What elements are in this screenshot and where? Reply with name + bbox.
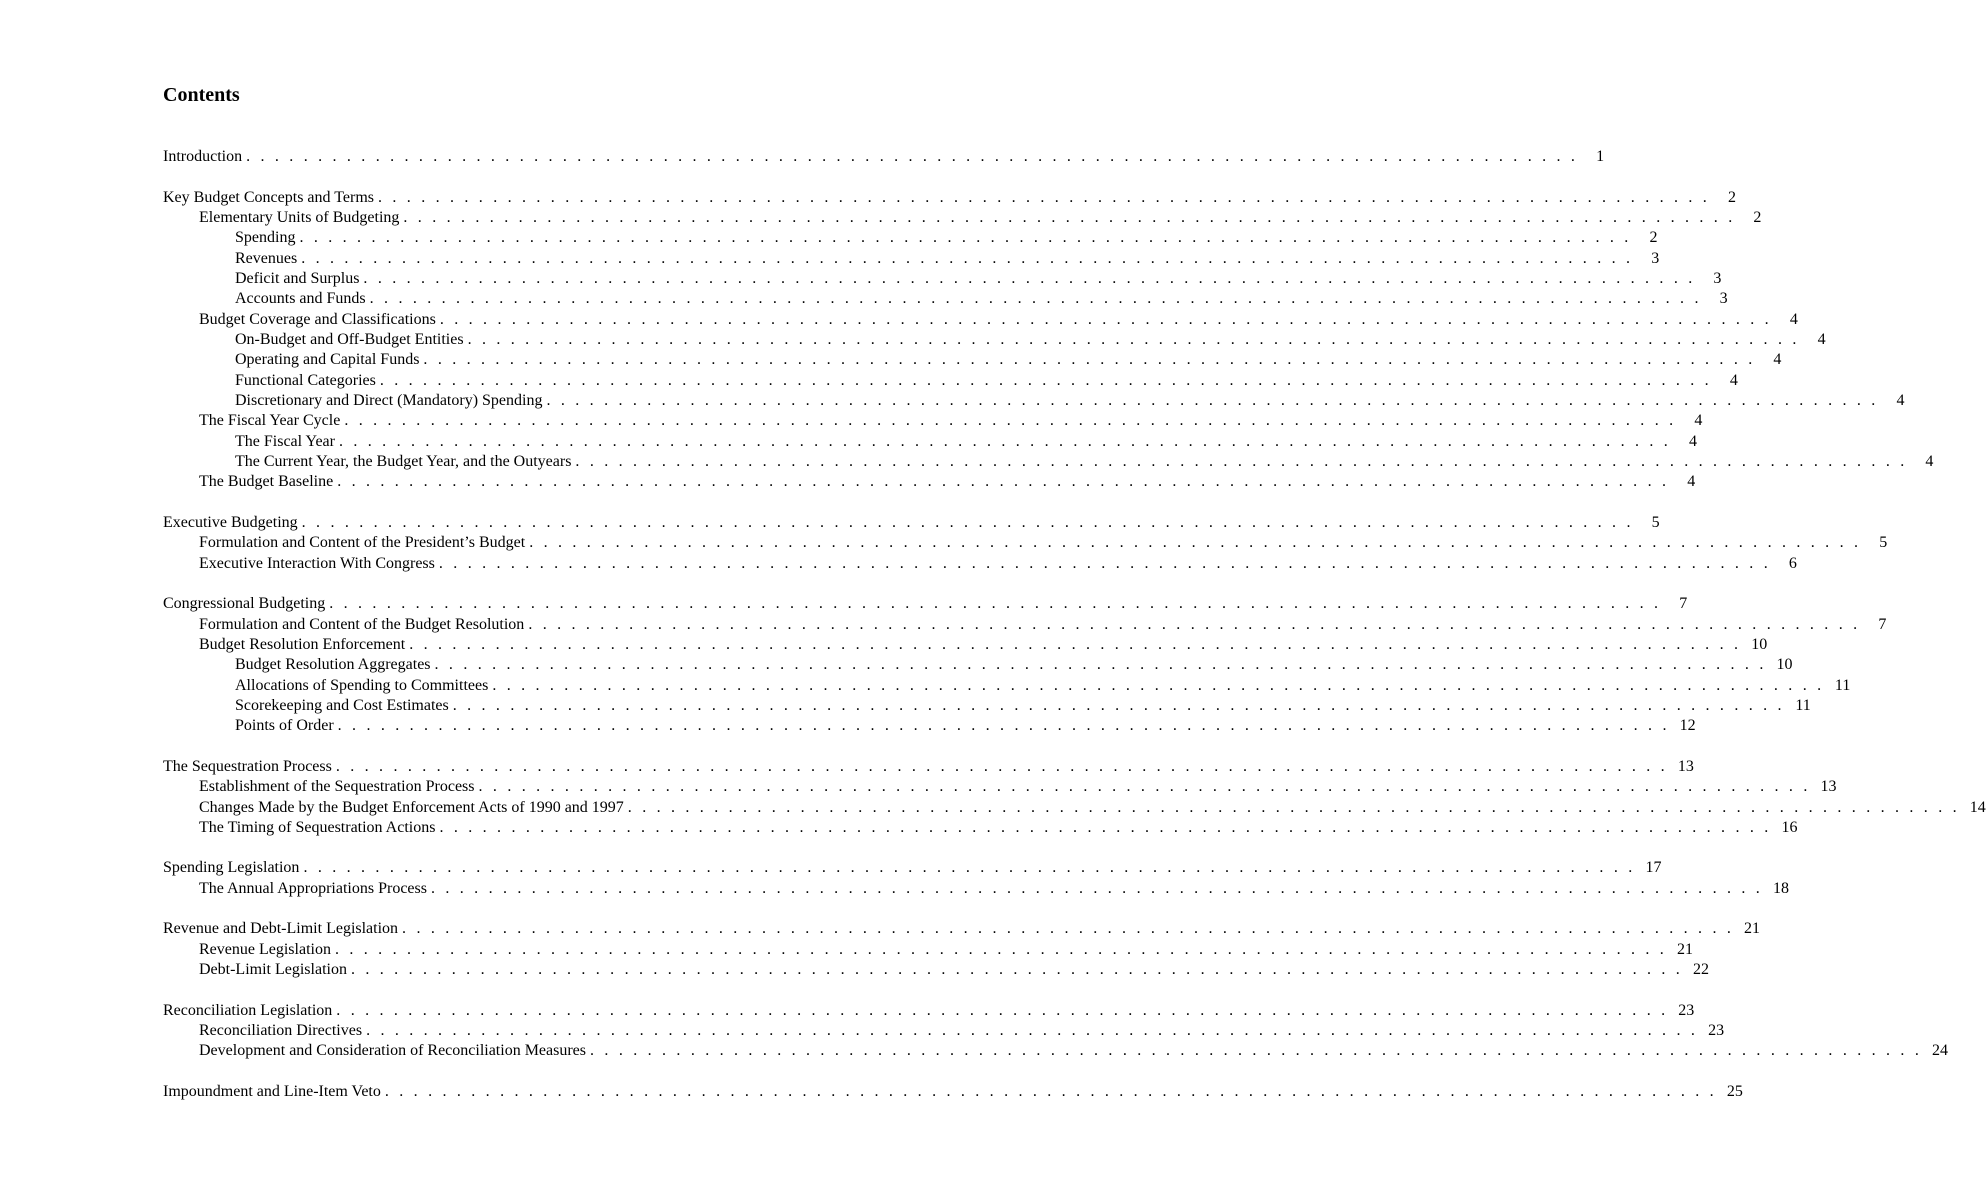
dot-leader: . . . . . . . . . . . . . . . . . . . . . . . . . . . . . . . . . . . . . . . . . . . . . . . . . . . . . . . . . . . . . . . . . . . . . . . . . . . . . . . . . . . . . . . . . . . . . [434,656,1767,674]
toc-entry-page-number: 18 [1772,879,1789,897]
toc-entry-page-number: 4 [1688,432,1697,450]
toc-entry-page-number: 2 [1728,188,1736,206]
toc-entry[interactable] [163,716,1696,736]
dot-leader: . . . . . . . . . . . . . . . . . . . . . . . . . . . . . . . . . . . . . . . . . . . . . . . . . . . . . . . . . . . . . . . . . . . . . . . . . . . . . . . . . . . . . . . . . . . . . [546,391,1879,409]
toc-entry[interactable] [163,919,1761,939]
toc-entry-page-number: 11 [1795,696,1811,714]
toc-entry-label: On-Budget and Off-Budget Entities [235,330,464,348]
dot-leader: . . . . . . . . . . . . . . . . . . . . . . . . . . . . . . . . . . . . . . . . . . . . . . . . . . . . . . . . . . . . . . . . . . . . . . . . . . . . . . . . . . . . . . . . . . . . . [336,1001,1669,1019]
page-title: Contents [163,84,240,106]
toc-entry-label: Spending Legislation [163,859,300,877]
toc-entry[interactable] [163,798,1986,818]
toc-entry-label: Formulation and Content of the Budget Resolution [199,615,525,633]
toc-entry[interactable] [163,858,1662,878]
toc-entry-page-number: 23 [1708,1022,1725,1040]
toc-entry-page-number: 4 [1896,391,1905,409]
toc-entry-label: Executive Budgeting [163,513,298,531]
toc-entry-label: Budget Resolution Enforcement [199,635,406,653]
toc-entry[interactable] [163,554,1797,574]
toc-entry[interactable] [163,147,1605,167]
toc-entry[interactable] [163,269,1722,289]
toc-entry-page-number: 6 [1788,554,1797,572]
toc-entry-page-number: 2 [1753,208,1762,226]
toc-entry[interactable] [163,533,1888,553]
toc-entry[interactable] [163,452,1934,472]
toc-entry[interactable] [163,228,1658,248]
toc-entry[interactable] [163,289,1728,309]
toc-entry[interactable] [163,411,1703,431]
toc-entry-label: Allocations of Spending to Committees [235,676,489,694]
toc-entry[interactable] [163,391,1905,411]
table-of-contents [163,147,1986,1102]
toc-entry-label: Changes Made by the Budget Enforcement Acts of 1990 and 1997 [199,798,624,816]
dot-leader: . . . . . . . . . . . . . . . . . . . . . . . . . . . . . . . . . . . . . . . . . . . . . . . . . . . . . . . . . . . . . . . . . . . . . . . . . . . . . . . . . . . . . . . . . . . . . [301,513,1634,531]
toc-entry-label: Establishment of the Sequestration Process [199,778,475,796]
dot-leader: . . . . . . . . . . . . . . . . . . . . . . . . . . . . . . . . . . . . . . . . . . . . . . . . . . . . . . . . . . . . . . . . . . . . . . . . . . . . . . . . . . . . . . . . . . . . . [350,961,1683,979]
dot-leader: . . . . . . . . . . . . . . . . . . . . . . . . . . . . . . . . . . . . . . . . . . . . . . . . . . . . . . . . . . . . . . . . . . . . . . . . . . . . . . . . . . . . . . . . . . . . . [439,310,1772,328]
toc-entry[interactable] [163,879,1789,899]
toc-entry-page-number: 22 [1692,961,1709,979]
toc-entry-label: Operating and Capital Funds [235,351,420,369]
toc-entry[interactable] [163,615,1887,635]
toc-entry[interactable] [163,513,1660,533]
toc-entry-label: Revenue Legislation [199,940,331,958]
dot-leader: . . . . . . . . . . . . . . . . . . . . . . . . . . . . . . . . . . . . . . . . . . . . . . . . . . . . . . . . . . . . . . . . . . . . . . . . . . . . . . . . . . . . . . . . . . . . . [379,371,1712,389]
toc-entry[interactable] [163,676,1851,696]
dot-leader: . . . . . . . . . . . . . . . . . . . . . . . . . . . . . . . . . . . . . . . . . . . . . . . . . . . . . . . . . . . . . . . . . . . . . . . . . . . . . . . . . . . . . . . . . . . . . [438,554,1771,572]
dot-leader: . . . . . . . . . . . . . . . . . . . . . . . . . . . . . . . . . . . . . . . . . . . . . . . . . . . . . . . . . . . . . . . . . . . . . . . . . . . . . . . . . . . . . . . . . . . . . [337,473,1670,491]
dot-leader: . . . . . . . . . . . . . . . . . . . . . . . . . . . . . . . . . . . . . . . . . . . . . . . . . . . . . . . . . . . . . . . . . . . . . . . . . . . . . . . . . . . . . . . . . . . . . [439,818,1772,836]
toc-entry[interactable] [163,1021,1725,1041]
toc-entry-label: The Current Year, the Budget Year, and the Outyears [235,452,572,470]
toc-entry-label: The Sequestration Process [163,757,332,775]
toc-entry-label: Reconciliation Legislation [163,1001,333,1019]
toc-entry-label: Executive Interaction With Congress [199,554,435,572]
dot-leader: . . . . . . . . . . . . . . . . . . . . . . . . . . . . . . . . . . . . . . . . . . . . . . . . . . . . . . . . . . . . . . . . . . . . . . . . . . . . . . . . . . . . . . . . . . . . . [384,1083,1717,1101]
toc-entry-page-number: 10 [1751,635,1768,653]
toc-entry-page-number: 14 [1969,798,1986,816]
dot-leader: . . . . . . . . . . . . . . . . . . . . . . . . . . . . . . . . . . . . . . . . . . . . . . . . . . . . . . . . . . . . . . . . . . . . . . . . . . . . . . . . . . . . . . . . . . . . . [329,595,1662,613]
toc-entry-label: Accounts and Funds [235,290,366,308]
dot-leader: . . . . . . . . . . . . . . . . . . . . . . . . . . . . . . . . . . . . . . . . . . . . . . . . . . . . . . . . . . . . . . . . . . . . . . . . . . . . . . . . . . . . . . . . . . . . . [529,534,1862,552]
dot-leader: . . . . . . . . . . . . . . . . . . . . . . . . . . . . . . . . . . . . . . . . . . . . . . . . . . . . . . . . . . . . . . . . . . . . . . . . . . . . . . . . . . . . . . . . . . . . . [528,615,1861,633]
toc-entry-label: The Annual Appropriations Process [199,879,427,897]
toc-entry[interactable] [163,757,1694,777]
toc-entry-page-number: 1 [1596,148,1605,165]
toc-entry[interactable] [163,635,1768,655]
toc-entry-label: Deficit and Surplus [235,269,360,287]
dot-leader: . . . . . . . . . . . . . . . . . . . . . . . . . . . . . . . . . . . . . . . . . . . . . . . . . . . . . . . . . . . . . . . . . . . . . . . . . . . . . . . . . . . . . . . . . . . . . [366,1022,1699,1040]
toc-entry[interactable] [163,208,1762,228]
toc-entry-page-number: 5 [1651,513,1660,531]
toc-entry-page-number: 10 [1776,656,1793,674]
dot-leader: . . . . . . . . . . . . . . . . . . . . . . . . . . . . . . . . . . . . . . . . . . . . . . . . . . . . . . . . . . . . . . . . . . . . . . . . . . . . . . . . . . . . . . . . . . . . . [402,920,1735,938]
toc-entry-label: The Budget Baseline [199,473,334,491]
toc-entry[interactable] [163,960,1709,980]
toc-entry-label: The Fiscal Year [235,432,335,450]
toc-entry-label: The Timing of Sequestration Actions [199,818,436,836]
dot-leader: . . . . . . . . . . . . . . . . . . . . . . . . . . . . . . . . . . . . . . . . . . . . . . . . . . . . . . . . . . . . . . . . . . . . . . . . . . . . . . . . . . . . . . . . . . . . . [303,859,1636,877]
dot-leader: . . . . . . . . . . . . . . . . . . . . . . . . . . . . . . . . . . . . . . . . . . . . . . . . . . . . . . . . . . . . . . . . . . . . . . . . . . . . . . . . . . . . . . . . . . . . . [478,778,1811,796]
dot-leader: . . . . . . . . . . . . . . . . . . . . . . . . . . . . . . . . . . . . . . . . . . . . . . . . . . . . . . . . . . . . . . . . . . . . . . . . . . . . . . . . . . . . . . . . . . . . . [335,757,1668,775]
toc-entry-page-number: 3 [1719,290,1728,308]
dot-leader: . . . . . . . . . . . . . . . . . . . . . . . . . . . . . . . . . . . . . . . . . . . . . . . . . . . . . . . . . . . . . . . . . . . . . . . . . . . . . . . . . . . . . . . . . . . . . [378,188,1710,206]
toc-entry-label: Development and Consideration of Reconciliation Measures [199,1042,587,1060]
toc-entry-label: The Fiscal Year Cycle [199,412,341,430]
toc-entry-label: Reconciliation Directives [199,1022,363,1040]
toc-entry[interactable] [163,310,1798,330]
toc-entry[interactable] [163,472,1696,492]
dot-leader: . . . . . . . . . . . . . . . . . . . . . . . . . . . . . . . . . . . . . . . . . . . . . . . . . . . . . . . . . . . . . . . . . . . . . . . . . . . . . . . . . . . . . . . . . . . . . [337,717,1670,735]
toc-entry-page-number: 21 [1676,940,1693,958]
toc-entry-page-number: 7 [1679,595,1688,613]
toc-entry[interactable] [163,1041,1949,1061]
dot-leader: . . . . . . . . . . . . . . . . . . . . . . . . . . . . . . . . . . . . . . . . . . . . . . . . . . . . . . . . . . . . . . . . . . . . . . . . . . . . . . . . . . . . . . . . . . . . . [334,940,1667,958]
dot-leader: . . . . . . . . . . . . . . . . . . . . . . . . . . . . . . . . . . . . . . . . . . . . . . . . . . . . . . . . . . . . . . . . . . . . . . . . . . . . . . . . . . . . . . . . . . . . . [299,229,1632,247]
dot-leader: . . . . . . . . . . . . . . . . . . . . . . . . . . . . . . . . . . . . . . . . . . . . . . . . . . . . . . . . . . . . . . . . . . . . . . . . . . . . . . . . . . . . . . . . . . . . . [409,635,1742,653]
toc-entry-page-number: 3 [1651,249,1660,267]
toc-entry-page-number: 13 [1677,757,1694,775]
dot-leader: . . . . . . . . . . . . . . . . . . . . . . . . . . . . . . . . . . . . . . . . . . . . . . . . . . . . . . . . . . . . . . . . . . . . . . . . . . . . . . . . . . . . . . . . . . . . . [344,412,1677,430]
toc-entry-page-number: 24 [1932,1042,1949,1060]
toc-entry-label: Spending [235,229,296,247]
toc-entry-page-number: 12 [1679,717,1696,735]
toc-entry-page-number: 4 [1729,371,1738,389]
toc-entry[interactable] [163,594,1688,614]
toc-entry[interactable] [163,432,1697,452]
dot-leader: . . . . . . . . . . . . . . . . . . . . . . . . . . . . . . . . . . . . . . . . . . . . . . . . . . . . . . . . . . . . . . . . . . . . . . . . . . . . . . . . . . . . . . . . . . . . . [590,1042,1923,1060]
dot-leader: . . . . . . . . . . . . . . . . . . . . . . . . . . . . . . . . . . . . . . . . . . . . . . . . . . . . . . . . . . . . . . . . . . . . . . . . . . . . . . . . . . . . . . . . . . . . . [452,696,1785,714]
toc-entry-page-number: 4 [1773,351,1782,369]
toc-entry[interactable] [163,777,1837,797]
toc-entry-page-number: 2 [1649,229,1658,247]
dot-leader: . . . . . . . . . . . . . . . . . . . . . . . . . . . . . . . . . . . . . . . . . . . . . . . . . . . . . . . . . . . . . . . . . . . . . . . . . . . . . . . . . . . . . . . . . . . . . [301,249,1634,267]
toc-entry-page-number: 17 [1645,859,1662,877]
toc-entry-label: Revenues [235,249,298,267]
toc-entry-page-number: 21 [1744,920,1761,938]
toc-entry-page-number: 4 [1817,330,1826,348]
toc-entry-page-number: 16 [1781,818,1798,836]
dot-leader: . . . . . . . . . . . . . . . . . . . . . . . . . . . . . . . . . . . . . . . . . . . . . . . . . . . . . . . . . . . . . . . . . . . . . . . . . . . . . . . . . . . . . . . . . . . . . [246,148,1579,165]
toc-entry-label: Budget Coverage and Classifications [199,310,436,328]
toc-entry-label: Points of Order [235,717,334,735]
toc-entry-page-number: 11 [1834,676,1851,694]
toc-entry-page-number: 4 [1694,412,1703,430]
toc-entry-page-number: 5 [1879,534,1888,552]
toc-entry-page-number: 13 [1820,778,1837,796]
toc-entry[interactable] [163,1001,1695,1021]
dot-leader: . . . . . . . . . . . . . . . . . . . . . . . . . . . . . . . . . . . . . . . . . . . . . . . . . . . . . . . . . . . . . . . . . . . . . . . . . . . . . . . . . . . . . . . . . . . . . [338,432,1671,450]
dot-leader: . . . . . . . . . . . . . . . . . . . . . . . . . . . . . . . . . . . . . . . . . . . . . . . . . . . . . . . . . . . . . . . . . . . . . . . . . . . . . . . . . . . . . . . . . . . . . [575,452,1908,470]
toc-entry[interactable] [163,330,1826,350]
toc-entry[interactable] [163,818,1798,838]
toc-entry[interactable] [163,371,1738,391]
toc-entry[interactable] [163,188,1736,208]
toc-entry-page-number: 4 [1789,310,1798,328]
toc-entry[interactable] [163,940,1693,960]
toc-entry-label: Congressional Budgeting [163,595,326,613]
toc-entry[interactable] [163,696,1811,716]
dot-leader: . . . . . . . . . . . . . . . . . . . . . . . . . . . . . . . . . . . . . . . . . . . . . . . . . . . . . . . . . . . . . . . . . . . . . . . . . . . . . . . . . . . . . . . . . . . . . [363,269,1696,287]
dot-leader: . . . . . . . . . . . . . . . . . . . . . . . . . . . . . . . . . . . . . . . . . . . . . . . . . . . . . . . . . . . . . . . . . . . . . . . . . . . . . . . . . . . . . . . . . . . . . [369,290,1702,308]
dot-leader: . . . . . . . . . . . . . . . . . . . . . . . . . . . . . . . . . . . . . . . . . . . . . . . . . . . . . . . . . . . . . . . . . . . . . . . . . . . . . . . . . . . . . . . . . . . . . [403,208,1736,226]
toc-entry-label: Budget Resolution Aggregates [235,656,431,674]
dot-leader: . . . . . . . . . . . . . . . . . . . . . . . . . . . . . . . . . . . . . . . . . . . . . . . . . . . . . . . . . . . . . . . . . . . . . . . . . . . . . . . . . . . . . . . . . . . . . [627,798,1960,816]
toc-entry[interactable] [163,249,1660,269]
dot-leader: . . . . . . . . . . . . . . . . . . . . . . . . . . . . . . . . . . . . . . . . . . . . . . . . . . . . . . . . . . . . . . . . . . . . . . . . . . . . . . . . . . . . . . . . . . . . . [423,351,1756,369]
toc-entry-label: Revenue and Debt-Limit Legislation [163,920,399,938]
toc-entry-page-number: 7 [1878,615,1887,633]
dot-leader: . . . . . . . . . . . . . . . . . . . . . . . . . . . . . . . . . . . . . . . . . . . . . . . . . . . . . . . . . . . . . . . . . . . . . . . . . . . . . . . . . . . . . . . . . . . . . [492,676,1825,694]
toc-entry-label: Functional Categories [235,371,376,389]
toc-entry-label: Elementary Units of Budgeting [199,208,400,226]
toc-entry[interactable] [163,1082,1743,1102]
dot-leader: . . . . . . . . . . . . . . . . . . . . . . . . . . . . . . . . . . . . . . . . . . . . . . . . . . . . . . . . . . . . . . . . . . . . . . . . . . . . . . . . . . . . . . . . . . . . . [467,330,1800,348]
toc-entry-page-number: 4 [1925,452,1934,470]
toc-entry-page-number: 3 [1713,269,1722,287]
toc-entry-label: Discretionary and Direct (Mandatory) Spending [235,391,543,409]
toc-entry[interactable] [163,655,1793,675]
toc-entry-label: Introduction [163,148,243,165]
toc-entry-page-number: 23 [1678,1001,1695,1019]
toc-entry[interactable] [163,350,1782,370]
toc-entry-label: Key Budget Concepts and Terms [163,188,374,206]
toc-entry-label: Debt-Limit Legislation [199,961,347,979]
toc-entry-page-number: 4 [1687,473,1696,491]
toc-entry-label: Formulation and Content of the President’s Budget [199,534,526,552]
toc-entry-label: Impoundment and Line-Item Veto [163,1083,381,1101]
toc-entry-label: Scorekeeping and Cost Estimates [235,696,449,714]
dot-leader: . . . . . . . . . . . . . . . . . . . . . . . . . . . . . . . . . . . . . . . . . . . . . . . . . . . . . . . . . . . . . . . . . . . . . . . . . . . . . . . . . . . . . . . . . . . . . [430,879,1763,897]
toc-entry-page-number: 25 [1726,1083,1743,1101]
